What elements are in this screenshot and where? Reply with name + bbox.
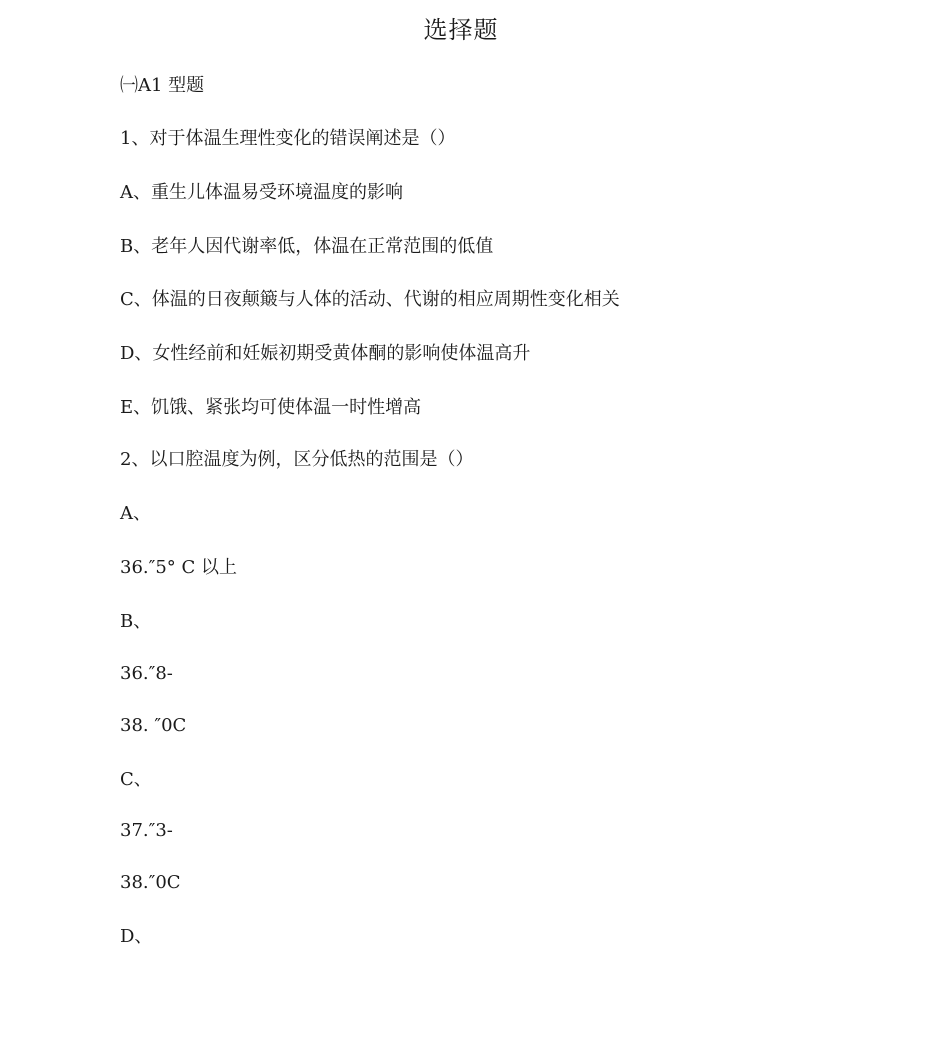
q2-option-c-text-2: 38.″0C — [120, 872, 181, 893]
q1-option-c: C、体温的日夜颠簸与人体的活动、代谢的相应周期性变化相关 — [120, 289, 620, 310]
q2-option-c-text-1: 37.″3- — [120, 820, 173, 841]
q2-option-a-label: A、 — [120, 503, 151, 524]
q1-option-d: D、女性经前和妊娠初期受黄体酮的影响使体温高升 — [120, 343, 531, 364]
q1-option-e: E、饥饿、紧张均可使体温一时性增高 — [120, 397, 422, 418]
question-1: 1、对于体温生理性变化的错误阐述是（） — [120, 128, 456, 149]
q2-option-c-label: C、 — [120, 769, 152, 790]
q2-option-a-text: 36.″5° C 以上 — [120, 557, 238, 578]
q2-option-b-label: B、 — [120, 611, 152, 632]
q2-option-d-label: D、 — [120, 926, 153, 947]
q1-option-a: A、重生儿体温易受环境温度的影响 — [120, 182, 403, 203]
q2-option-b-text-2: 38. ″0C — [120, 715, 187, 736]
page-title: 选择题 — [423, 16, 499, 44]
q2-option-b-text-1: 36.″8- — [120, 663, 173, 684]
q1-option-b: B、老年人因代谢率低，体温在正常范围的低值 — [120, 236, 494, 257]
section-heading: ㈠A1 型题 — [120, 75, 205, 96]
question-2: 2、以口腔温度为例，区分低热的范围是（） — [120, 449, 474, 470]
